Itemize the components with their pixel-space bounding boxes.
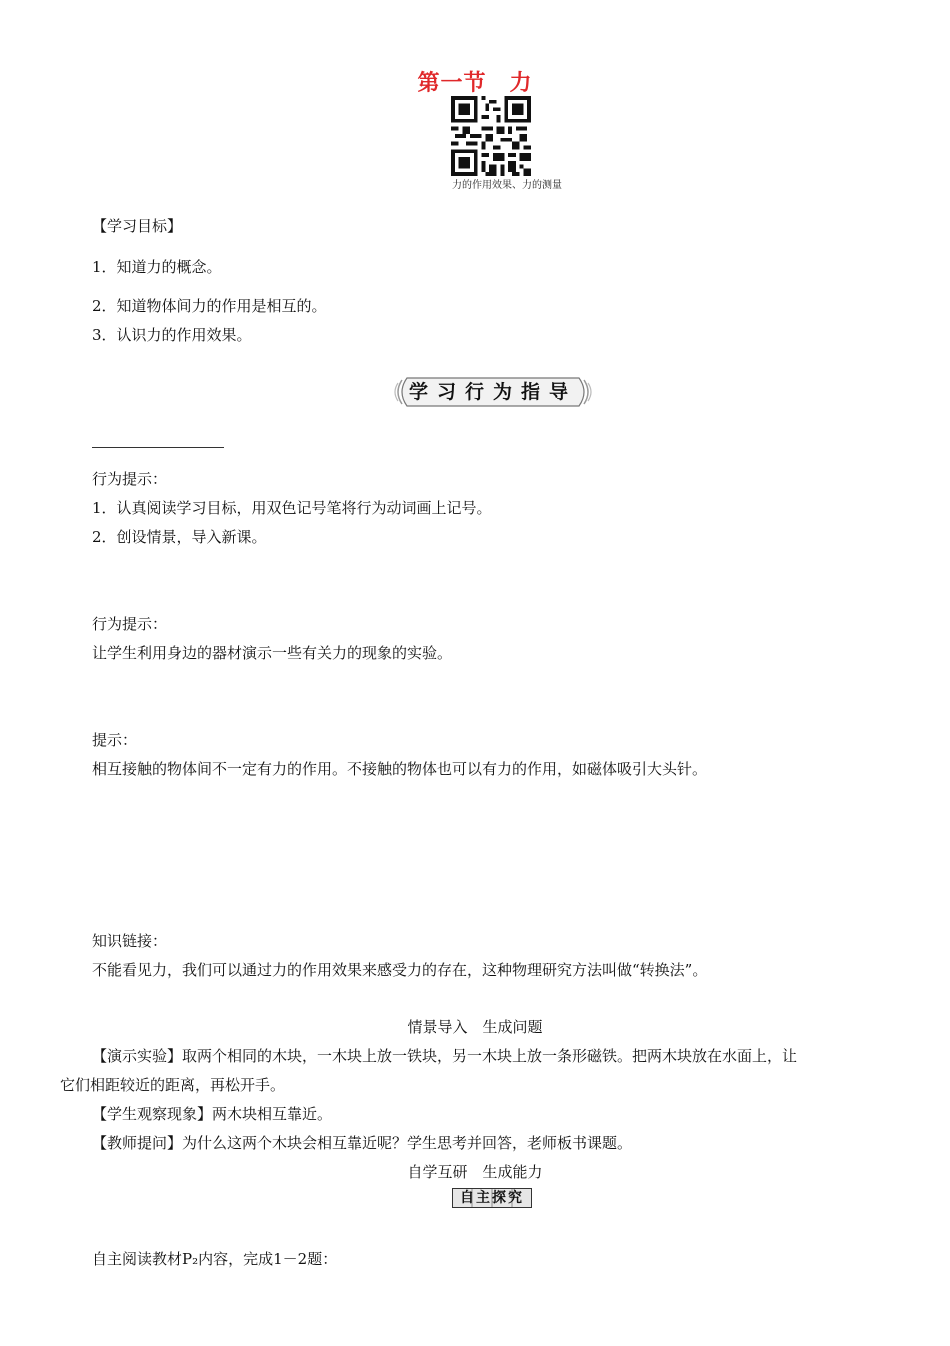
hint-text: 让学生利用身边的器材演示一些有关力的现象的实验。: [92, 644, 453, 662]
qr-code-icon[interactable]: [451, 96, 531, 176]
objective-item: 3．认识力的作用效果。: [92, 326, 252, 344]
divider-rule: [92, 447, 224, 448]
hint-item: 1．认真阅读学习目标，用双色记号笔将行为动词画上记号。: [92, 499, 492, 517]
teacher-question: 【教师提问】为什么这两个木块会相互靠近呢？学生思考并回答，老师板书课题。: [92, 1134, 633, 1152]
objective-item: 2．知道物体间力的作用是相互的。: [92, 297, 327, 315]
hint-item: 2．创设情景，导入新课。: [92, 528, 267, 546]
knowledge-text: 不能看见力，我们可以通过力的作用效果来感受力的存在，这种物理研究方法叫做“转换法”。: [92, 961, 708, 979]
objective-item: 1．知道力的概念。: [92, 258, 222, 276]
demo-text-line1: 【演示实验】取两个相同的木块，一木块上放一铁块，另一木块上放一条形磁铁。把两木块放在水面上，让: [92, 1047, 798, 1065]
intro-heading: 情景导入 生成问题: [407, 1018, 543, 1036]
knowledge-title: 知识链接：: [92, 932, 168, 950]
section-banner-label: 学习行为指导: [408, 381, 577, 403]
tip-title: 提示：: [92, 731, 138, 749]
self-study-badge: 自主探究: [460, 1190, 524, 1206]
observe-text: 【学生观察现象】两木块相互靠近。: [92, 1105, 333, 1123]
hint-title: 行为提示：: [92, 470, 168, 488]
objectives-heading: 【学习目标】: [92, 217, 183, 235]
self-study-instruction: 自主阅读教材P₂内容，完成1－2题：: [92, 1250, 338, 1268]
demo-text-line2: 它们相距较近的距离，再松开手。: [60, 1076, 286, 1094]
lesson-title: 第一节 力: [417, 71, 533, 96]
tip-text: 相互接触的物体间不一定有力的作用。不接触的物体也可以有力的作用，如磁体吸引大头针。: [92, 760, 708, 778]
hint-title: 行为提示：: [92, 615, 168, 633]
qr-caption: 力的作用效果、力的测量: [452, 180, 562, 191]
self-study-heading: 自学互研 生成能力: [407, 1163, 543, 1181]
